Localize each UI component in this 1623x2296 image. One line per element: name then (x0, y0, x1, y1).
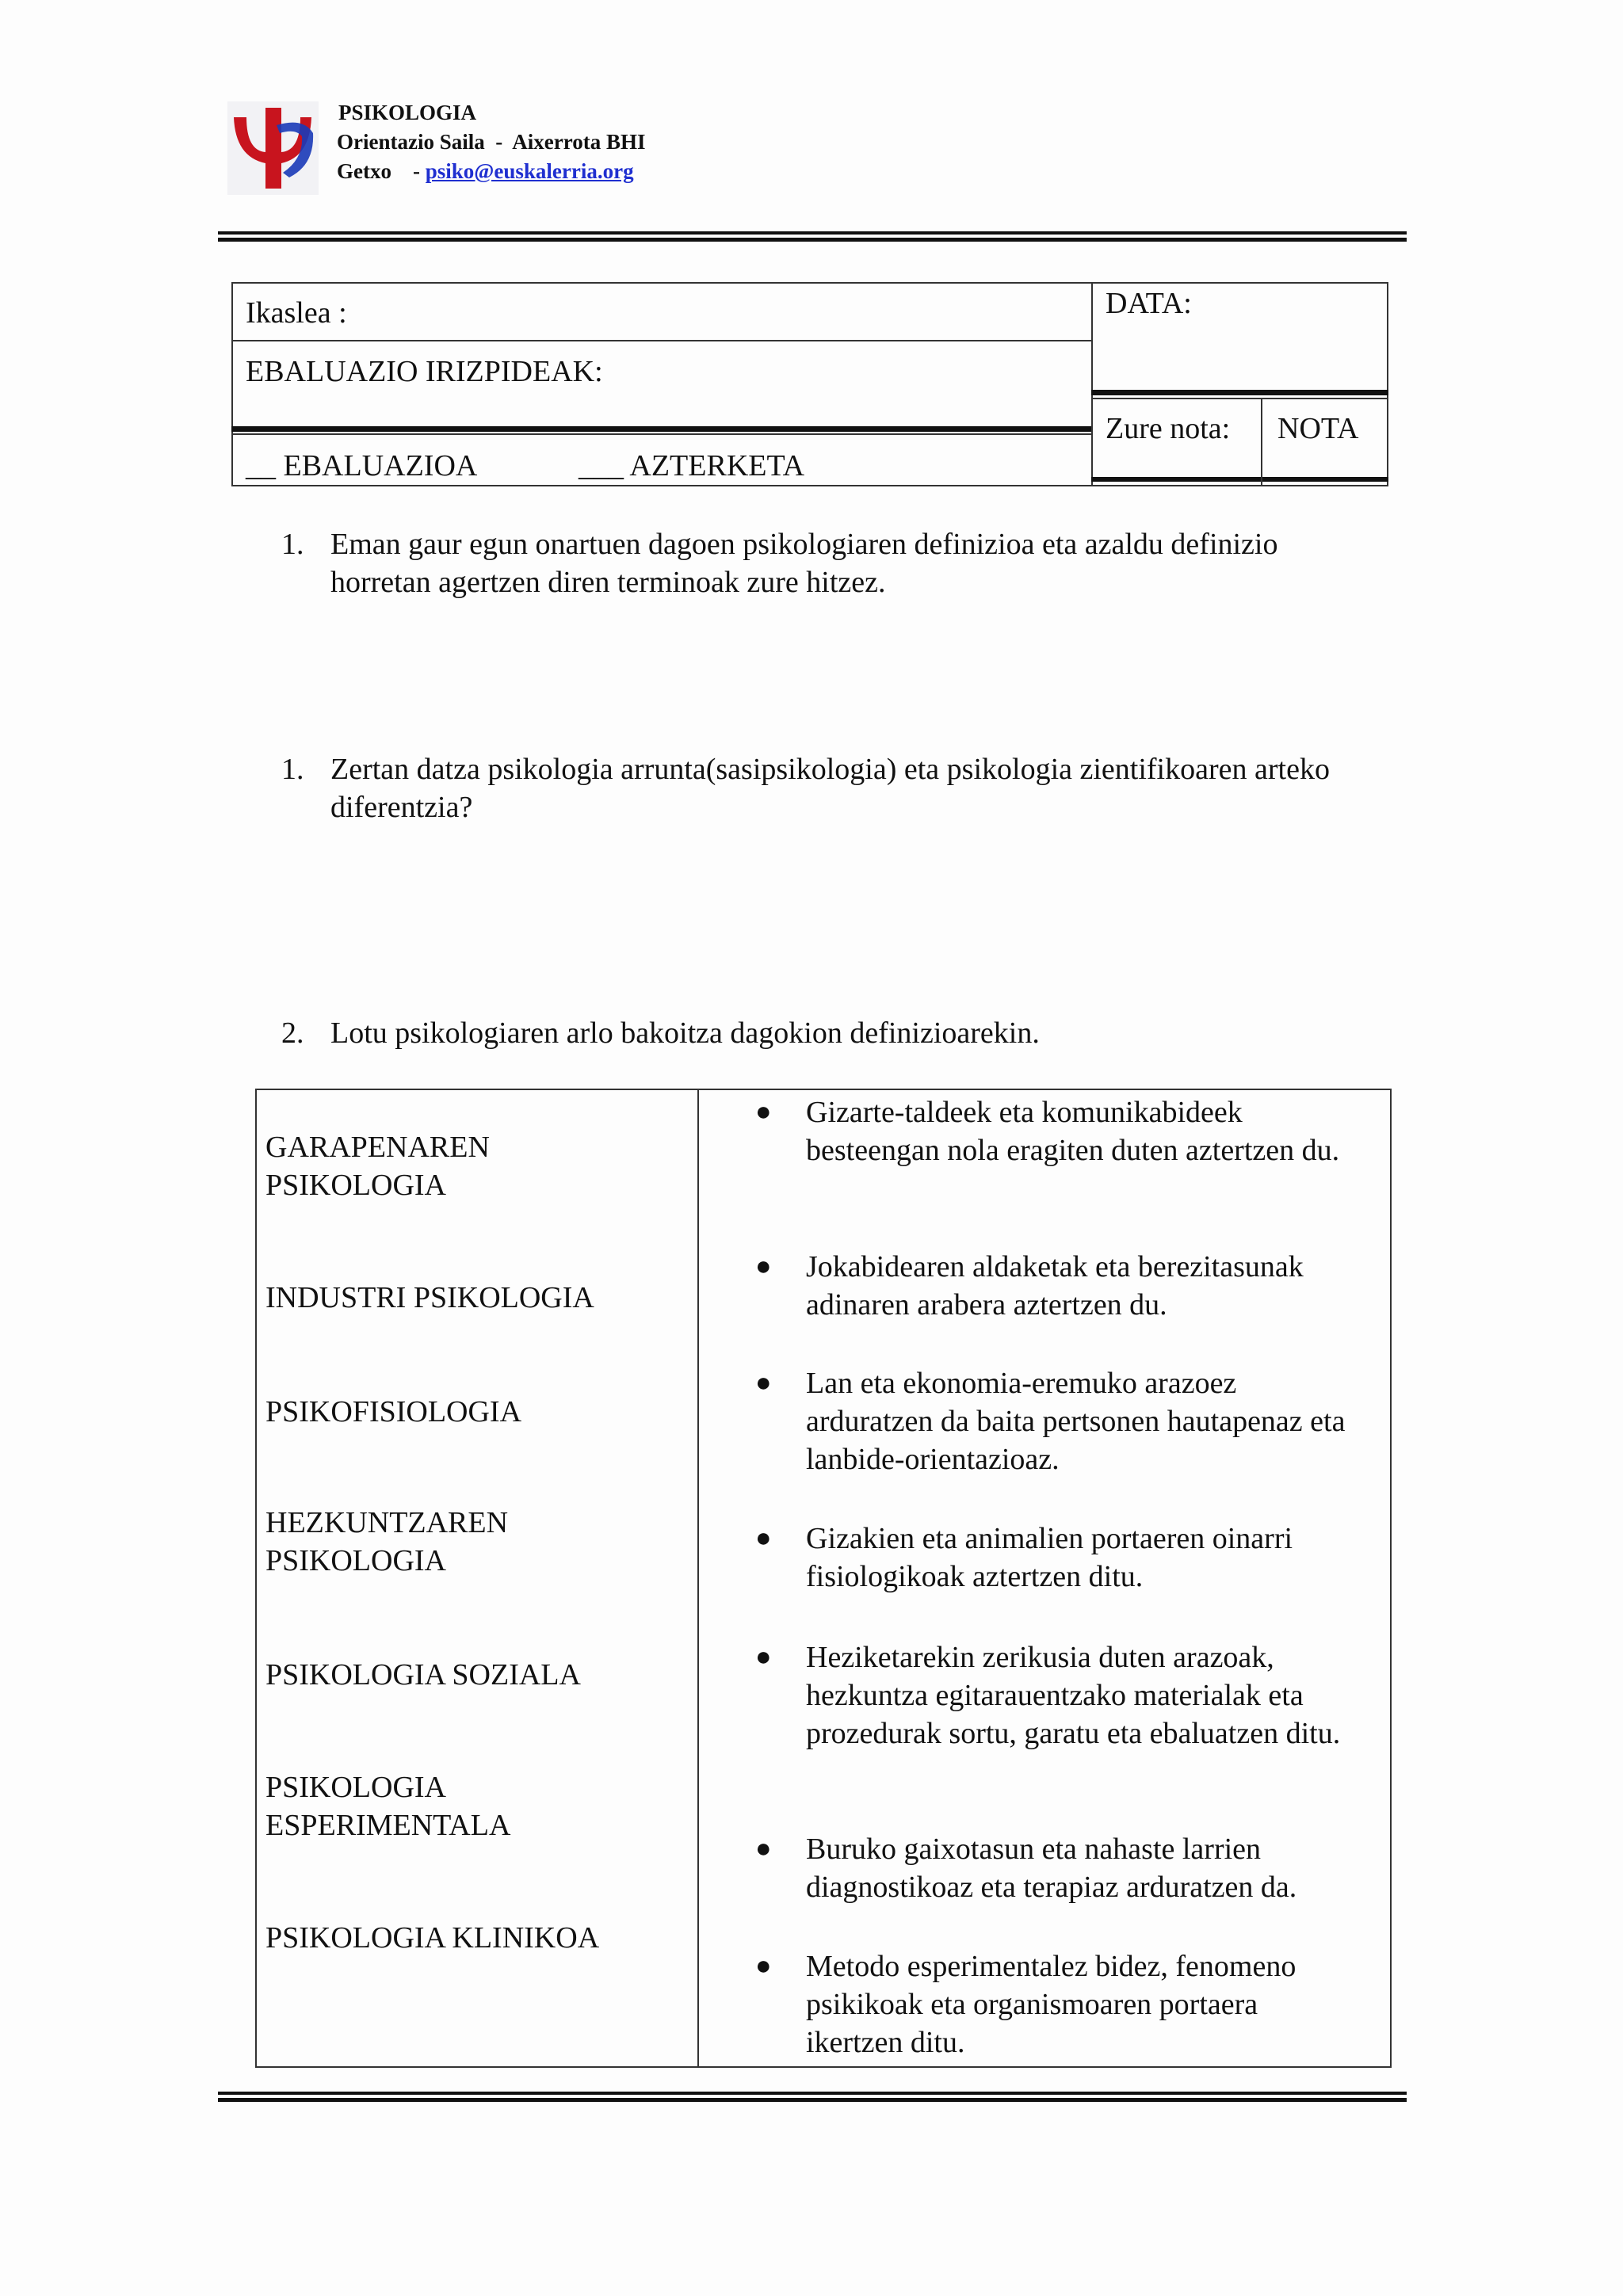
organization-block (337, 98, 645, 186)
criteria-label: EBALUAZIO IRIZPIDEAK: (246, 355, 603, 388)
definition-item: Gizarte-taldeek eta komunikabideek besteengan nola eragiten duten aztertzen du. (806, 1096, 1340, 1167)
bullet-icon: ● (755, 1252, 772, 1281)
org-city: Getxo - (337, 159, 426, 183)
org-title: PSIKOLOGIA (338, 101, 477, 124)
option-evaluation: __ EBALUAZIOA (246, 449, 478, 482)
definition-item: Heziketarekin zerikusia duten arazoak, hezkuntza egitarauentzako materialak eta prozedurak sortu, garatu eta ebaluatzen ditu. (806, 1641, 1341, 1750)
question-number: 1. (281, 753, 304, 786)
psi-logo-icon (227, 101, 319, 195)
definition-item: Metodo esperimentalez bidez, fenomeno psikikoak eta organismoaren portaera ikertzen ditu. (806, 1950, 1296, 2059)
grade-divider (1261, 399, 1262, 485)
info-row-divider (231, 340, 1091, 341)
question-number: 2. (281, 1016, 304, 1050)
field-item: PSIKOLOGIA ESPERIMENTALA (265, 1771, 511, 1842)
field-item: PSIKOLOGIA KLINIKOA (265, 1921, 600, 1955)
org-contact (337, 157, 645, 186)
date-double-rule (1091, 390, 1388, 399)
field-item: PSIKOFISIOLOGIA (265, 1395, 522, 1428)
bullet-icon: ● (755, 1097, 772, 1127)
header-divider (218, 231, 1407, 242)
definition-item: Buruko gaixotasun eta nahaste larrien diagnostikoaz eta terapiaz arduratzen da. (806, 1833, 1297, 1904)
org-department: Orientazio Saila - Aixerrota BHI (337, 130, 646, 154)
definition-item: Lan eta ekonomia-eremuko arazoez arduratzen da baita pertsonen hautapenaz eta lanbide-orientazioaz. (806, 1367, 1346, 1476)
question-text: Lotu psikologiaren arlo bakoitza dagokion definizioarekin. (330, 1016, 1040, 1050)
question-text: Eman gaur egun onartuen dagoen psikologiaren definizioa eta azaldu definizio horretan agertzen diren terminoak zure hitzez. (330, 528, 1278, 599)
field-item: PSIKOLOGIA SOZIALA (265, 1658, 581, 1691)
info-table-divider (1091, 282, 1093, 486)
field-item: GARAPENAREN PSIKOLOGIA (265, 1131, 490, 1202)
bullet-icon: ● (755, 1951, 772, 1981)
field-item: INDUSTRI PSIKOLOGIA (265, 1281, 594, 1314)
bullet-icon: ● (755, 1524, 772, 1553)
definition-item: Gizakien eta animalien portaeren oinarri fisiologikoak aztertzen ditu. (806, 1522, 1293, 1593)
student-label: Ikaslea : (246, 296, 347, 330)
grade-value: NOTA (1277, 412, 1359, 445)
option-exam: ___ AZTERKETA (579, 449, 805, 482)
bullet-icon: ● (755, 1642, 772, 1672)
question-number: 1. (281, 528, 304, 561)
question-text: Zertan datza psikologia arrunta(sasipsikologia) eta psikologia zientifikoaren arteko diferentzia? (330, 753, 1330, 824)
footer-divider (218, 2092, 1407, 2102)
email-link[interactable]: psiko@euskalerria.org (425, 159, 634, 183)
field-item: HEZKUNTZAREN PSIKOLOGIA (265, 1506, 509, 1577)
bullet-icon: ● (755, 1368, 772, 1398)
matching-table-divider (697, 1089, 699, 2068)
date-label: DATA: (1106, 287, 1192, 320)
definition-item: Jokabidearen aldaketak eta berezitasunak adinaren arabera aztertzen du. (806, 1250, 1304, 1322)
info-double-rule (231, 426, 1091, 435)
bullet-icon: ● (755, 1834, 772, 1863)
grade-label: Zure nota: (1106, 412, 1231, 445)
grade-bottom-rule (1091, 477, 1388, 485)
